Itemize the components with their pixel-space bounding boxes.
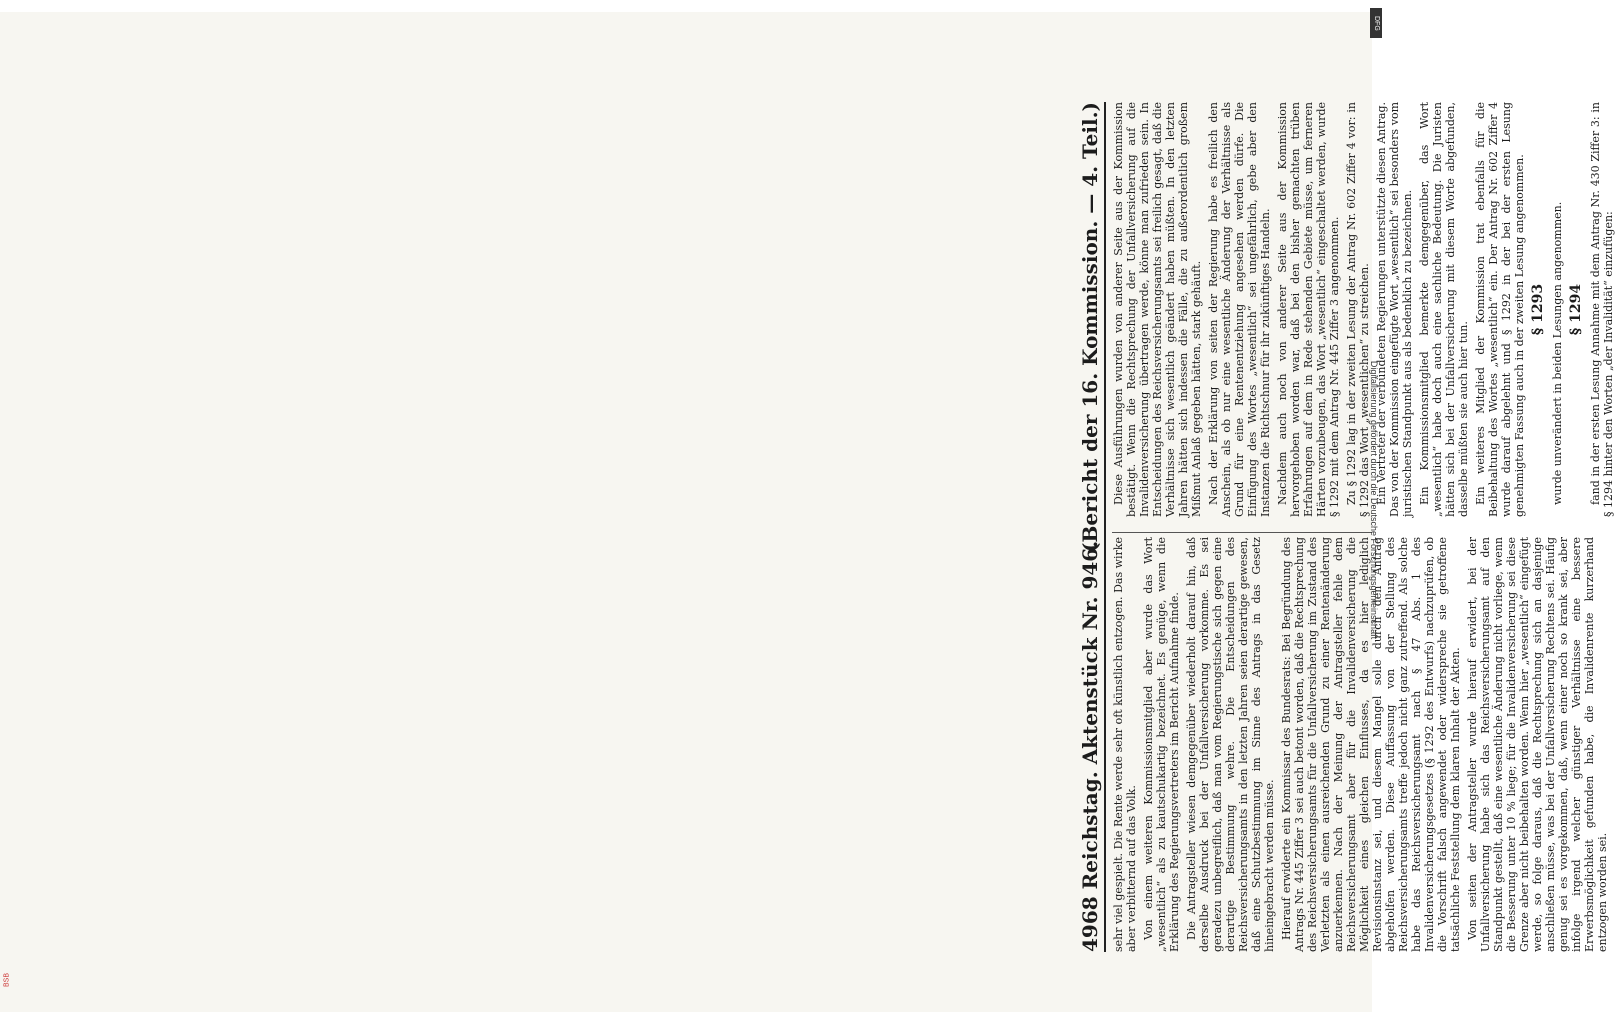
left-paragraph: Von einem weiteren Kommissionsmitglied aber wurde das Wort „wesentlich“ als zu kautschukartig bezeichnet. Es genüge, wenn die Erklärung des Regierungsvertreters im Bericht Aufnahme finde.: [1142, 537, 1181, 952]
digitization-credit: [1368, 10, 1380, 990]
section-heading-1294: § 1294: [1568, 283, 1584, 336]
right-paragraph: Nach der Erklärung von seiten der Regierung habe es freilich den Anschein, als ob nur eine wesentliche Änderung der Verhältnisse als Grund für eine Rentenentziehung angesehen werden dürfe. Die Einfügung des Wortes „wesentlich“ sei ungefährlich, gebe aber den Instanzen die Richtschnur für ihr zukünftiges Handeln.: [1207, 102, 1272, 517]
right-paragraph: Nachdem auch noch von anderer Seite aus der Kommission hervorgehoben worden war, daß bei den bisher gemachten trüben Erfahrungen auf dem in Rede stehenden Gebiete müsse, um ferneren Härten vorzubeugen, das Wort „wesentlich“ eingeschaltet werden, wurde § 1292 mit dem Antrag Nr. 445 Ziffer 3 angenommen.: [1276, 102, 1341, 517]
right-paragraph: Zu § 1292 lag in der zweiten Lesung der Antrag Nr. 602 Ziffer 4 vor: in § 1292 das Wort „wesentlichen“ zu streichen.: [1345, 102, 1371, 517]
right-paragraph: Ein weiteres Mitglied der Kommission trat ebenfalls für die Beibehaltung des Wortes „wesentlich“ ein. Der Antrag Nr. 602 Ziffer 4 wurde darauf abgelehnt und § 1292 in der bei der ersten Lesung genehmigten Fassung auch in der zweiten Lesung angenommen.: [1474, 102, 1526, 517]
column-separator: [1112, 532, 1372, 533]
left-paragraph: Die Antragsteller wiesen demgegenüber wiederholt darauf hin, daß derselbe Ausdruck bei der Unfallversicherung vorkomme. Es sei geradezu unbegreiflich, daß man vom Regierungstische sich gegen eine derartige Bestimmung wehre. Die Entscheidungen des Reichsversicherungsamts in den letzten Jahren seien derartige gewesen, daß eine Schutzbestimmung im Sinne des Antrags in das Gesetz hineingebracht werden müsse.: [1185, 537, 1276, 952]
right-paragraph: fand in der ersten Lesung Annahme mit dem Antrag Nr. 430 Ziffer 3: in § 1294 hinter den Worten „der Invalidität“ einzufügen:: [1589, 102, 1615, 517]
credit-text: Digitalisierung gefördert durch die Deutsche Forschungsgemeinschaft: [1369, 360, 1379, 640]
right-paragraph: wurde unverändert in beiden Lesungen angenommen.: [1551, 201, 1564, 505]
header-rule: [1104, 102, 1106, 952]
right-paragraph: Diese Ausführungen wurden von anderer Seite aus der Kommission bestätigt. Wenn die Rechtsprechung der Unfallversicherung auf die Invalidenversicherung übertragen werde, könne man zufrieden sein. In Entscheidungen des Reichsversicherungsamts sei freilich gesagt, daß die Verhältnisse sich wesentlich geändert haben müßten. In den letzten Jahren hätten sich indessen die Fälle, die zu außerordentlich großem Mißmut Anlaß gegeben hätten, stark gehäuft.: [1112, 102, 1203, 517]
right-column: [1112, 102, 1615, 517]
library-mark: [2, 965, 12, 995]
left-paragraph: sehr viel gespielt. Die Rente werde sehr oft künstlich entzogen. Das wirke aber verbitternd auf das Volk.: [1112, 537, 1138, 952]
library-mark-text: BSB: [3, 972, 11, 988]
header-left: 4968 Reichstag. Aktenstück Nr. 946.: [1078, 540, 1102, 952]
left-paragraph: Hierauf erwiderte ein Kommissar des Bundesrats: Bei Begründung des Antrags Nr. 445 Ziffer 3 sei auch betont worden, daß die Rechtsprechung des Reichsversicherungsamts für die Unfallversicherung im Zustand des Verletzten als einen ausreichenden Grund zu einer Rentenänderung anzuerkennen. Nach der Meinung der Antragsteller fehle dem Reichsversicherungsamt aber für die Invalidenversicherung die Möglichkeit eines gleichen Einflusses, da es hier lediglich Revisionsinstanz sei, und diesem Mangel solle durch den Antrag abgeholfen werden. Diese Auffassung von der Stellung des Reichsversicherungsamts treffe jedoch nicht ganz zutreffend. Als solche habe das Reichsversicherungsamt nach § 47 Abs. 1 des Invalidenversicherungsgesetzes (§ 1292 des Entwurfs) nachzuprüfen, ob die Vorschrift falsch angewendet oder widerspreche sie getroffene tatsächliche Feststellung dem klaren Inhalt der Akten.: [1280, 537, 1462, 952]
left-column: [1112, 537, 1609, 952]
right-paragraph: Ein Kommissionsmitglied bemerkte demgegenüber, das Wort „wesentlich“ habe doch auch eine sachliche Bedeutung. Die Juristen hätten sich bei der Unfallversicherung mit diesem Worte abgefunden, dasselbe müßten sie auch hier tun.: [1418, 102, 1470, 517]
left-paragraph: Von seiten der Antragsteller wurde hierauf erwidert, bei der Unfallversicherung habe sich das Reichsversicherungsamt auf den Standpunkt gestellt, daß eine wesentliche Änderung nicht vorliege, wenn die Besserung unter 10 % liege; für die Invalidenversicherung sei diese Grenze aber nicht beibehalten worden. Wenn hier „wesentlich“ eingefügt werde, so folge daraus, daß die Rechtsprechung sich an dasjenige anschließen müsse, was bei der Unfallversicherung Rechtens sei. Häufig genug sei es vorgekommen, daß, wenn einer noch so krank sei, aber infolge irgend welcher günstiger Verhältnisse eine bessere Erwerbsmöglichkeit gefunden habe, die Invalidenrente kurzerhand entzogen worden sei.: [1466, 537, 1609, 952]
header-right: (Bericht der 16. Kommission. — 4. Teil.): [1078, 102, 1102, 552]
dfg-logo: DFG: [1370, 8, 1382, 38]
right-paragraph: Ein Vertreter der verbündeten Regierungen unterstützte diesen Antrag. Das von der Kommission eingefügte Wort „wesentlich“ sei besonders vom juristischen Standpunkt aus als bedenklich zu bezeichnen.: [1375, 102, 1414, 517]
section-heading-1293: § 1293: [1530, 283, 1546, 336]
